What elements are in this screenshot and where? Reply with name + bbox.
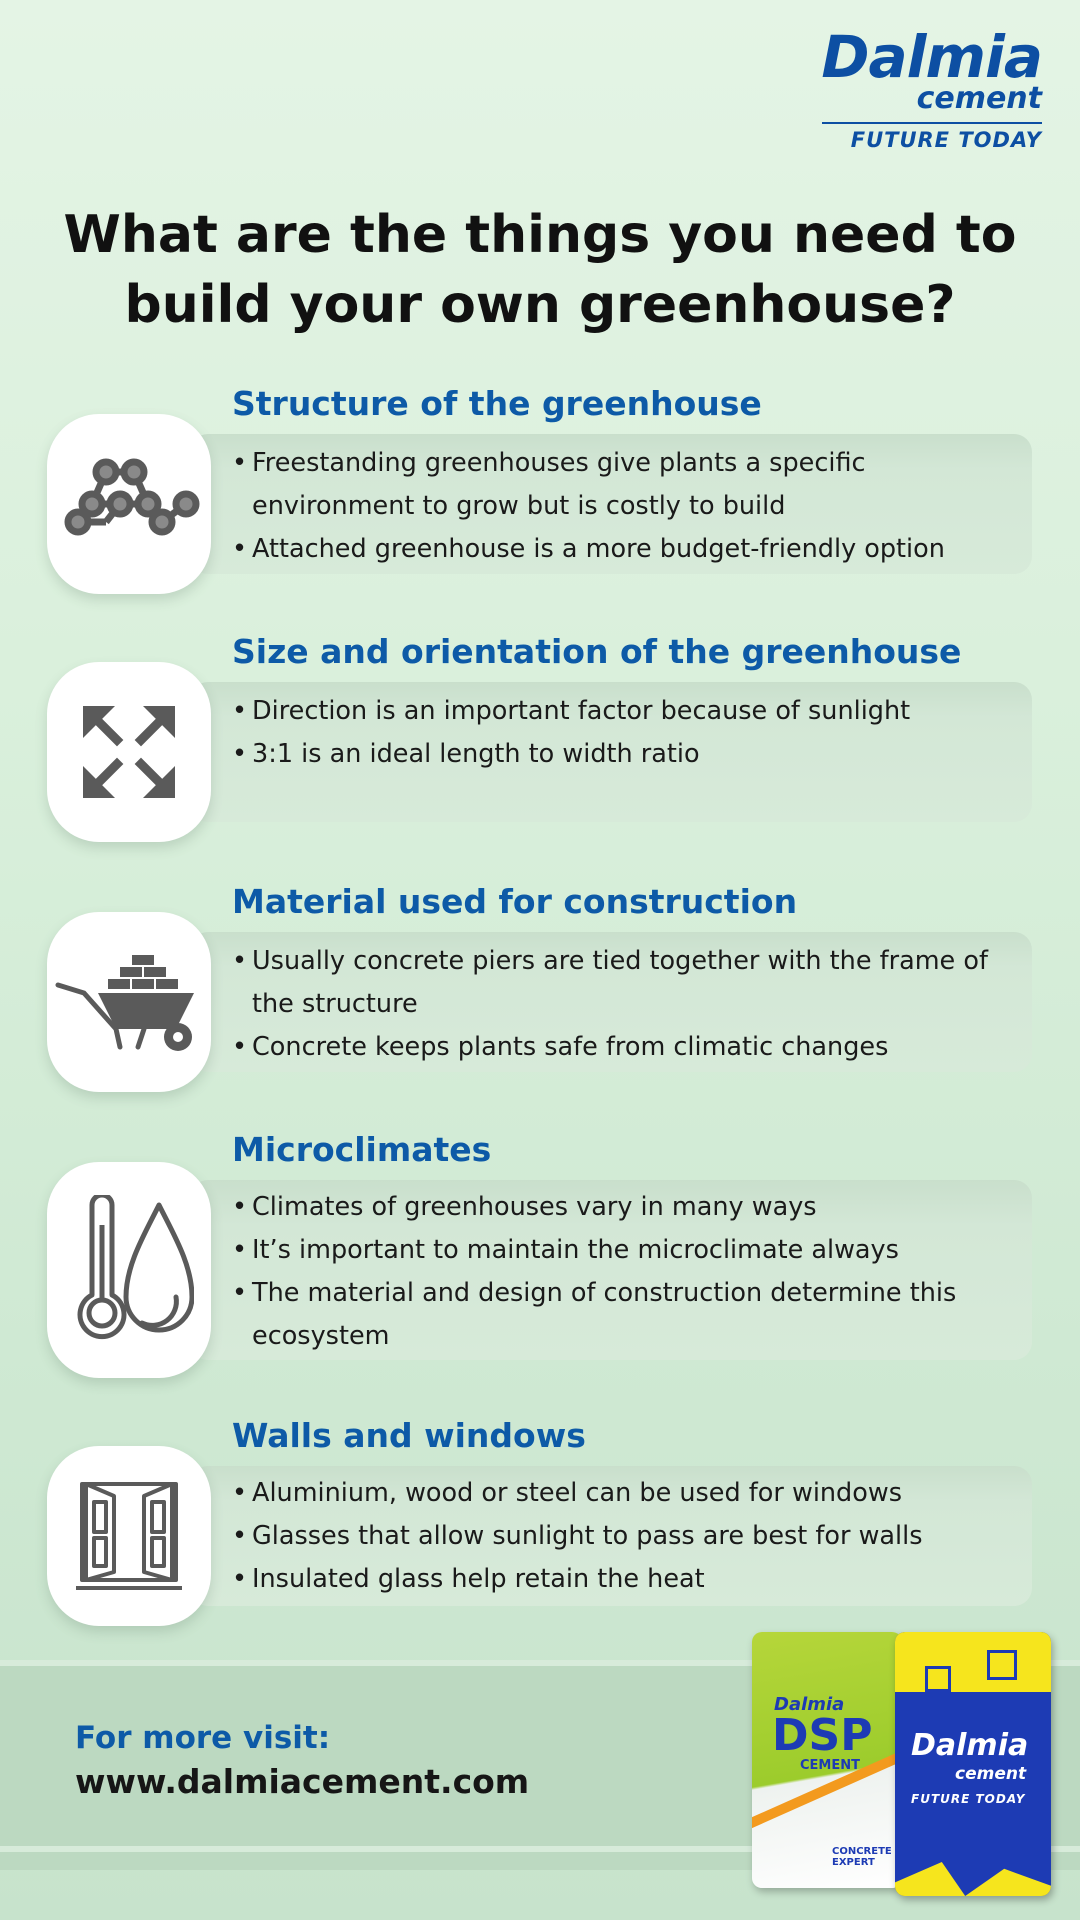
icon-card [47,414,211,594]
bullet-list [230,442,1030,571]
thermometer-drop-icon [64,1195,194,1345]
list-item: • Direction is an important factor because of sunlight [230,690,1030,733]
section-walls-windows [0,1416,1080,1636]
list-item: • Freestanding greenhouses give plants a specific environment to grow but is costly to build [230,442,1030,528]
section-title: Material used for construction [232,882,798,921]
section-title: Size and orientation of the greenhouse [232,632,962,671]
open-window-icon [74,1476,184,1596]
section-microclimates [0,1130,1080,1390]
list-item: • 3:1 is an ideal length to width ratio [230,733,1030,776]
wheelbarrow-bricks-icon [54,947,204,1057]
dalmia-cement-bag-image [895,1632,1051,1896]
icon-card [47,1446,211,1626]
bag1-name: DSP [772,1710,873,1761]
bag2-tag: FUTURE TODAY [911,1792,1026,1806]
bag1-brand: Dalmia [774,1694,845,1715]
bullet-list [230,940,1030,1069]
molecule-structure-icon [54,454,204,554]
visit-label: For more visit: [75,1720,331,1756]
list-item: • Concrete keeps plants safe from climatic changes [230,1026,1030,1069]
list-item: • Insulated glass help retain the heat [230,1558,1030,1601]
logo-tagline: FUTURE TODAY [850,128,1042,152]
bullet-list [230,690,1030,776]
logo-sub: cement [916,81,1042,116]
list-item: • Aluminium, wood or steel can be used for windows [230,1472,1030,1515]
bullet-list [230,1472,1030,1601]
page-title [40,200,1040,340]
icon-card [47,1162,211,1378]
section-material [0,882,1080,1102]
bag2-sub: cement [955,1764,1027,1784]
title-line-1: What are the things you need to [63,205,1017,265]
bag2-top-band [895,1632,1051,1692]
logo-brand: Dalmia [821,23,1042,91]
website-link[interactable]: www.dalmiacement.com [75,1762,530,1801]
section-title: Walls and windows [232,1416,586,1455]
icon-card [47,662,211,842]
icon-card [47,912,211,1092]
bag2-brand: Dalmia [911,1728,1029,1763]
section-size-orientation [0,632,1080,852]
title-line-2: build your own greenhouse? [124,275,956,335]
bag1-footer: CONCRETE EXPERT [832,1846,892,1868]
list-item: • Climates of greenhouses vary in many ways [230,1186,1030,1229]
bullet-list [230,1186,1030,1358]
bag2-square [925,1666,951,1692]
bag1-sub: CEMENT [800,1758,860,1773]
dalmia-cement-logo [812,23,1042,152]
section-title: Structure of the greenhouse [232,384,762,423]
list-item: • Glasses that allow sunlight to pass are best for walls [230,1515,1030,1558]
bag2-bottom-band [895,1862,1051,1896]
section-structure [0,384,1080,604]
list-item: • Attached greenhouse is a more budget-friendly option [230,528,1030,571]
expand-arrows-icon [79,702,179,802]
section-title: Microclimates [232,1130,492,1169]
dsp-cement-bag-image [752,1632,902,1888]
list-item: • The material and design of construction determine this ecosystem [230,1272,1030,1358]
bag2-square [987,1650,1017,1680]
list-item: • Usually concrete piers are tied together with the frame of the structure [230,940,1030,1026]
logo-divider [822,122,1042,124]
list-item: • It’s important to maintain the microclimate always [230,1229,1030,1272]
